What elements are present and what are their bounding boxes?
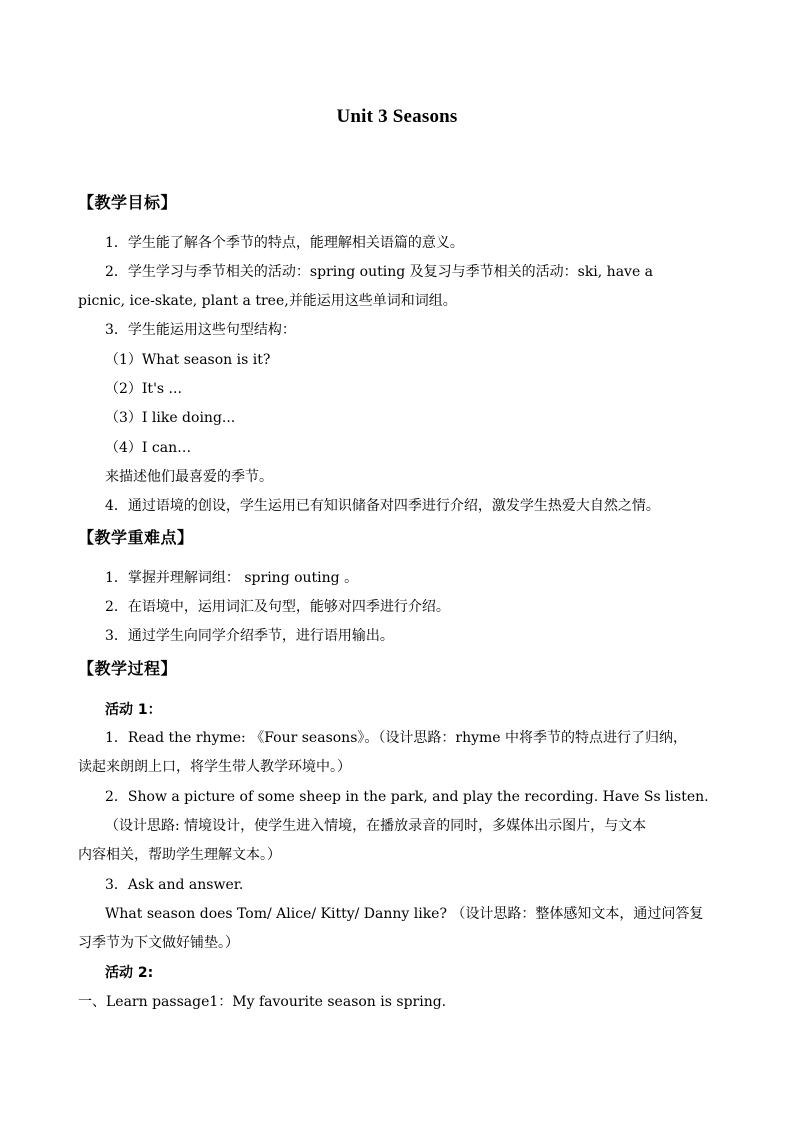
goal-line: picnic, ice-skate, plant a tree,并能运用这些单词和词组。: [78, 293, 457, 309]
heading-process: 【教学过程】: [78, 659, 178, 678]
keypoint-line: 2．在语境中，运用词汇及句型，能够对四季进行介绍。: [105, 599, 450, 615]
activity-1-label: 活动 1：: [105, 702, 162, 718]
goal-line: （3）I like doing...: [105, 410, 236, 426]
goal-line: 2．学生学习与季节相关的活动：spring outing 及复习与季节相关的活动：ski, have a: [105, 264, 654, 280]
goal-line: （2）It's ...: [105, 381, 182, 397]
page-title: Unit 3 Seasons: [336, 106, 458, 127]
process-line: 习季节为下文做好铺垫。）: [78, 935, 239, 951]
heading-goals: 【教学目标】: [78, 193, 178, 212]
process-last-line: 一、Learn passage1：My favourite season is spring.: [78, 994, 447, 1010]
goal-line: （1）What season is it?: [105, 352, 271, 368]
process-line: 2．Show a picture of some sheep in the park, and play the recording. Have Ss listen.: [105, 789, 709, 805]
process-line: 3．Ask and answer.: [105, 877, 244, 893]
process-line: （设计思路: 情境设计，使学生进入情境，在播放录音的同时，多媒体出示图片，与文本: [105, 818, 647, 834]
goal-line: 1．学生能了解各个季节的特点，能理解相关语篇的意义。: [105, 235, 464, 251]
activity-2-label: 活动 2:: [105, 965, 154, 981]
process-line: 1．Read the rhyme: 《Four seasons》。（设计思路：rhyme 中将季节的特点进行了归纳，: [105, 730, 688, 746]
process-line: 内容相关，帮助学生理解文本。）: [78, 847, 281, 863]
keypoint-line: 1．掌握并理解词组： spring outing 。: [105, 570, 359, 586]
goal-line: 来描述他们最喜爱的季节。: [105, 469, 273, 485]
keypoint-line: 3．通过学生向同学介绍季节，进行语用输出。: [105, 628, 394, 644]
goal-line: 4．通过语境的创设，学生运用已有知识储备对四季进行介绍，激发学生热爱大自然之情。: [105, 498, 660, 514]
heading-keypoints: 【教学重难点】: [78, 528, 194, 547]
goal-line: 3．学生能运用这些句型结构：: [105, 322, 296, 338]
process-line: What season does Tom/ Alice/ Kitty/ Danny like? （设计思路：整体感知文本，通过问答复: [105, 906, 704, 922]
process-line: 读起来朗朗上口，将学生带人教学环境中。）: [78, 759, 351, 775]
goal-line: （4）I can…: [105, 440, 192, 456]
